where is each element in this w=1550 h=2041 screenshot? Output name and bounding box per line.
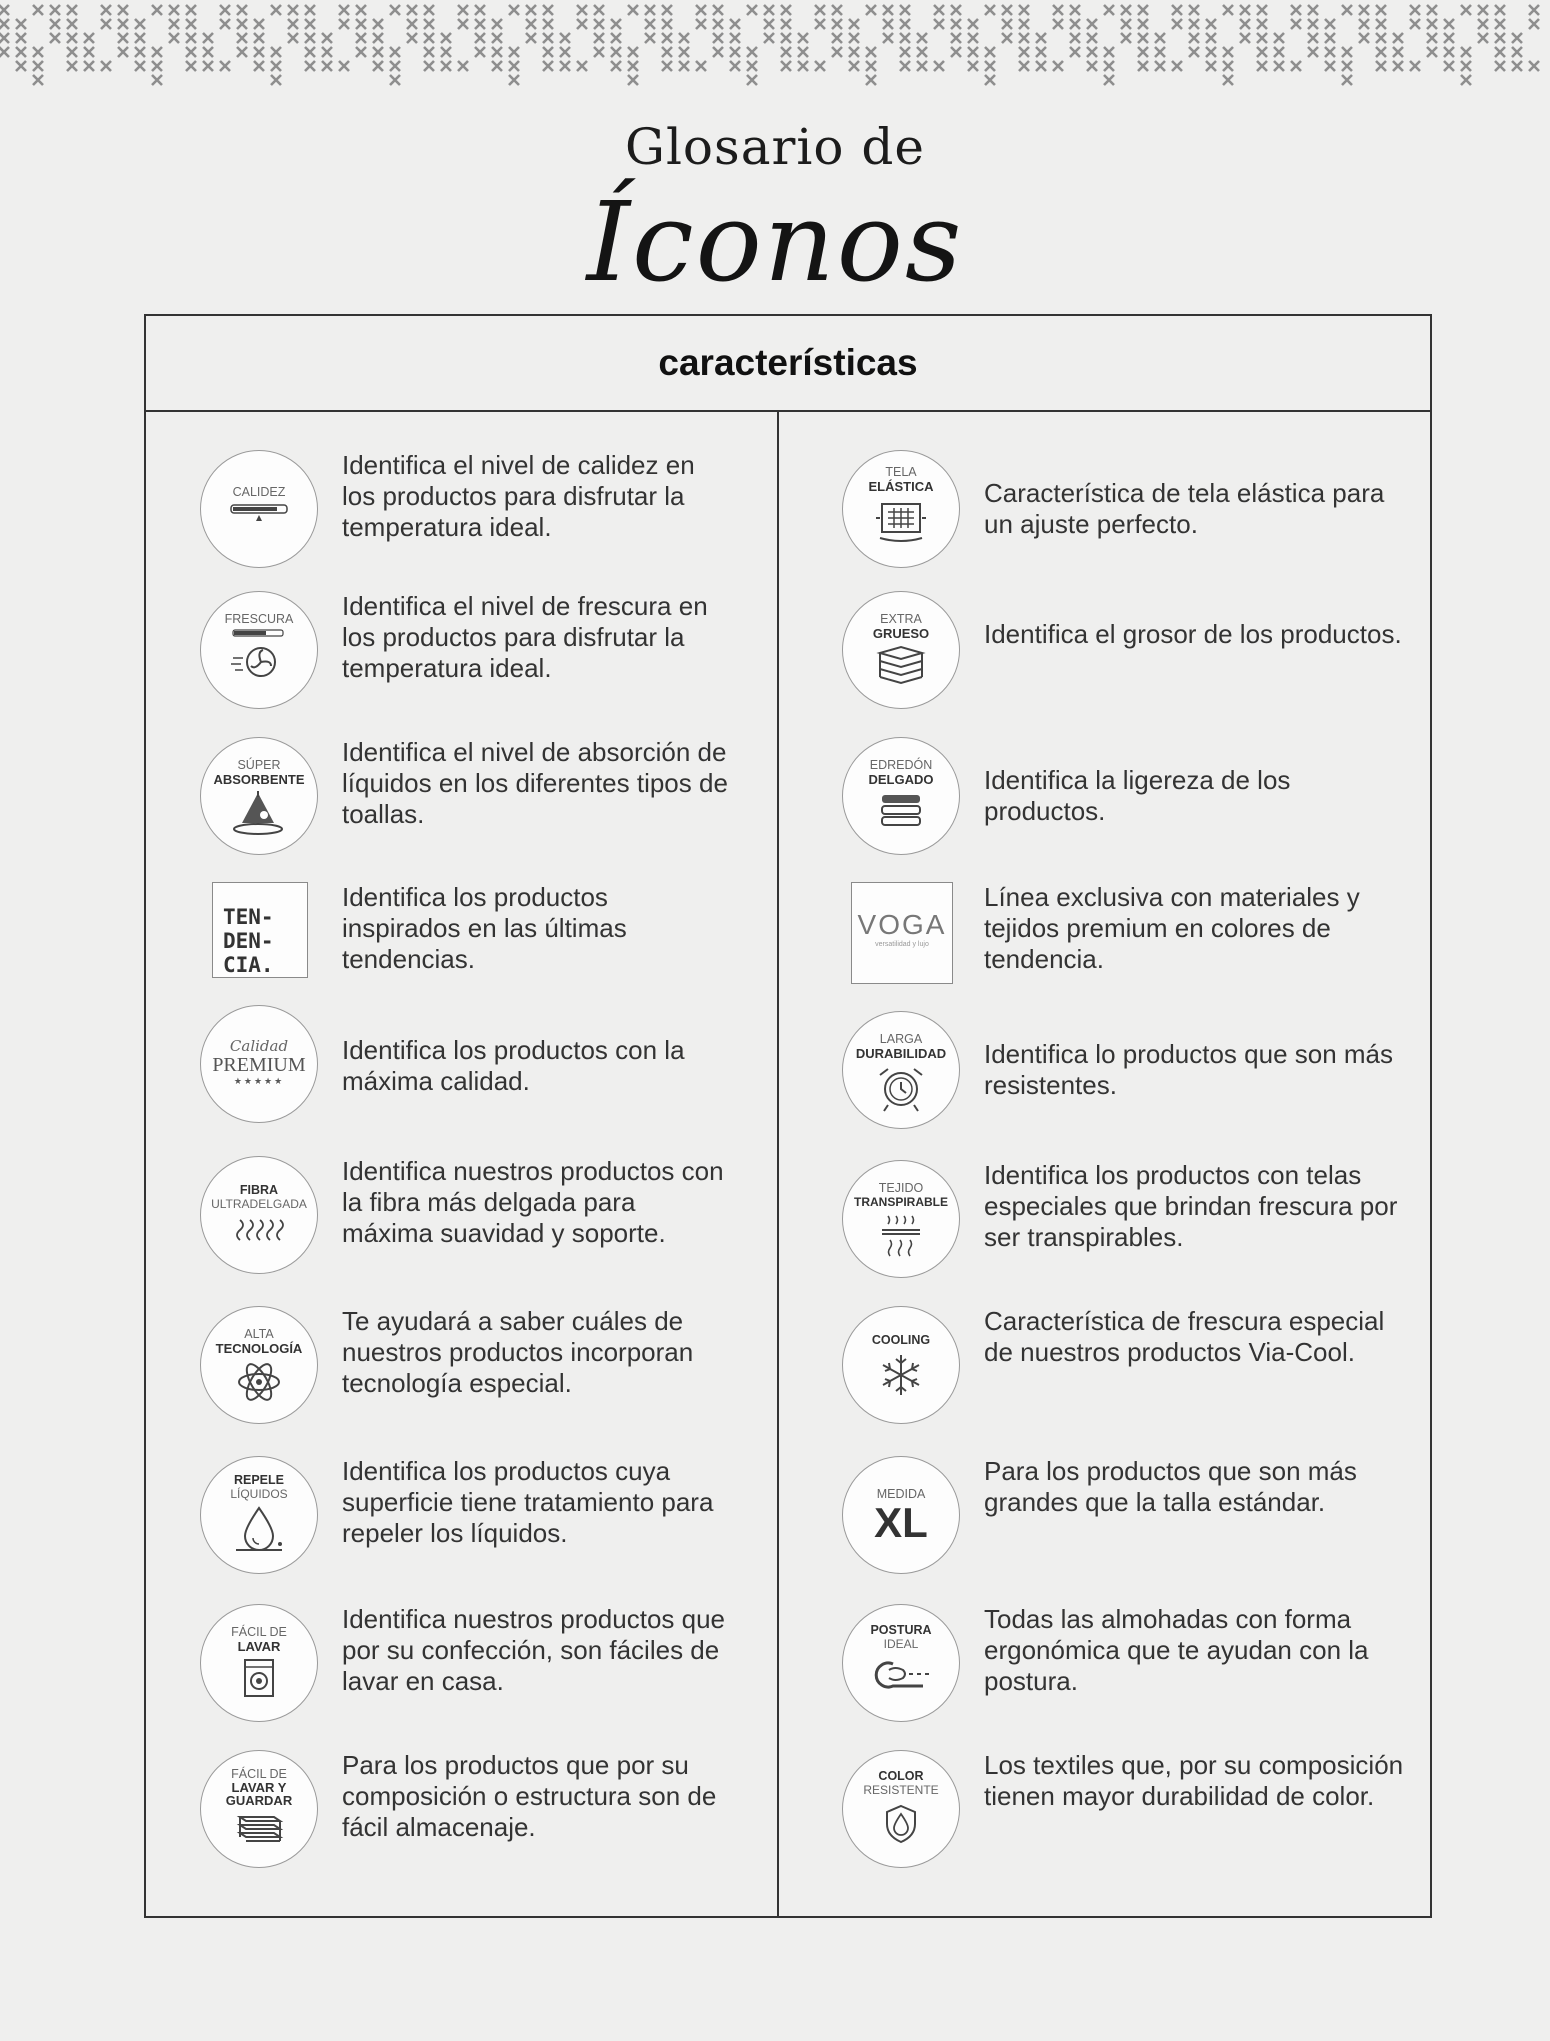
item-description: Identifica el nivel de frescura en los productos para disfrutar la temperatura ideal. bbox=[342, 591, 708, 683]
super-absorbente-icon: SÚPER ABSORBENTE bbox=[200, 737, 318, 855]
glossary-item bbox=[146, 1604, 777, 1734]
item-description: Identifica la ligereza de los productos. bbox=[984, 765, 1291, 826]
glossary-item bbox=[146, 450, 777, 580]
item-description: Identifica los productos con telas especiales que brindan frescura por ser transpirables. bbox=[984, 1160, 1398, 1252]
item-description: Identifica el nivel de calidez en los productos para disfrutar la temperatura ideal. bbox=[342, 450, 695, 542]
facil-de-lavar-icon: FÁCIL DE LAVAR bbox=[200, 1604, 318, 1722]
glossary-item bbox=[779, 1160, 1430, 1290]
repele-liquidos-icon: REPELE LÍQUIDOS bbox=[200, 1456, 318, 1574]
glossary-item bbox=[146, 1005, 777, 1135]
item-description: Identifica los productos cuya superficie tiene tratamiento para repeler los líquidos. bbox=[342, 1456, 714, 1548]
item-description: Identifica nuestros productos que por su confección, son fáciles de lavar en casa. bbox=[342, 1604, 726, 1696]
glossary-item bbox=[146, 882, 777, 1012]
glossary-item bbox=[779, 1306, 1430, 1436]
glossary-item bbox=[146, 591, 777, 721]
title-line-2: Íconos bbox=[586, 178, 964, 306]
item-description: Todas las almohadas con forma ergonómica que te ayudan con la postura. bbox=[984, 1604, 1369, 1696]
glossary-item bbox=[779, 591, 1430, 721]
item-description: Característica de tela elástica para un ajuste perfecto. bbox=[984, 478, 1385, 539]
item-description: Para los productos que son más grandes que la talla estándar. bbox=[984, 1456, 1357, 1517]
glossary-item bbox=[146, 737, 777, 867]
glossary-item bbox=[146, 1750, 777, 1880]
table-heading: características bbox=[146, 316, 1430, 412]
extra-grueso-icon: EXTRA GRUESO bbox=[842, 591, 960, 709]
item-description: Identifica nuestros productos con la fibra más delgada para máxima suavidad y soporte. bbox=[342, 1156, 724, 1248]
title-line-1: Glosario de bbox=[625, 118, 925, 176]
glossary-table bbox=[144, 314, 1432, 1918]
tela-elastica-icon: TELA ELÁSTICA bbox=[842, 450, 960, 568]
postura-ideal-icon: POSTURA IDEAL bbox=[842, 1604, 960, 1722]
glossary-item bbox=[779, 1011, 1430, 1141]
glossary-item bbox=[779, 737, 1430, 867]
cross-stitch-pattern bbox=[0, 0, 1550, 100]
calidez-icon: CALIDEZ bbox=[200, 450, 318, 568]
glossary-item bbox=[146, 1306, 777, 1436]
item-description: Característica de frescura especial de nuestros productos Via-Cool. bbox=[984, 1306, 1385, 1367]
item-description: Los textiles que, por su composición tienen mayor durabilidad de color. bbox=[984, 1750, 1404, 1811]
item-description: Identifica el grosor de los productos. bbox=[984, 619, 1402, 649]
fibra-ultradelgada-icon: FIBRA ULTRADELGADA bbox=[200, 1156, 318, 1274]
glossary-item bbox=[779, 1604, 1430, 1734]
tejido-transpirable-icon: TEJIDO TRANSPIRABLE bbox=[842, 1160, 960, 1278]
glossary-item bbox=[146, 1456, 777, 1586]
glossary-item bbox=[779, 450, 1430, 580]
calidad-premium-icon: Calidad PREMIUM ★★★★★ bbox=[200, 1005, 318, 1123]
item-description: Identifica lo productos que son más resistentes. bbox=[984, 1039, 1394, 1100]
glossary-item bbox=[779, 1456, 1430, 1586]
larga-durabilidad-icon: LARGA DURABILIDAD bbox=[842, 1011, 960, 1129]
glossary-item bbox=[779, 1750, 1430, 1880]
item-description: Te ayudará a saber cuáles de nuestros productos incorporan tecnología especial. bbox=[342, 1306, 694, 1398]
item-description: Identifica el nivel de absorción de líquidos en los diferentes tipos de toallas. bbox=[342, 737, 728, 829]
medida-xl-icon: MEDIDA XL bbox=[842, 1456, 960, 1574]
frescura-icon: FRESCURA bbox=[200, 591, 318, 709]
cooling-icon: COOLING bbox=[842, 1306, 960, 1424]
edredon-delgado-icon: EDREDÓN DELGADO bbox=[842, 737, 960, 855]
item-description: Identifica los productos con la máxima calidad. bbox=[342, 1035, 685, 1096]
glossary-item bbox=[779, 882, 1430, 1012]
glossary-item bbox=[146, 1156, 777, 1286]
alta-tecnologia-icon: ALTA TECNOLOGÍA bbox=[200, 1306, 318, 1424]
color-resistente-icon: COLOR RESISTENTE bbox=[842, 1750, 960, 1868]
item-description: Identifica los productos inspirados en las últimas tendencias. bbox=[342, 882, 627, 974]
item-description: Línea exclusiva con materiales y tejidos premium en colores de tendencia. bbox=[984, 882, 1360, 974]
voga-logo: VOGA versatilidad y lujo bbox=[851, 882, 953, 984]
tendencia-icon: TEN- DEN- CIA. bbox=[212, 882, 308, 978]
item-description: Para los productos que por su composición o estructura son de fácil almacenaje. bbox=[342, 1750, 717, 1842]
lavar-y-guardar-icon: FÁCIL DE LAVAR Y GUARDAR bbox=[200, 1750, 318, 1868]
